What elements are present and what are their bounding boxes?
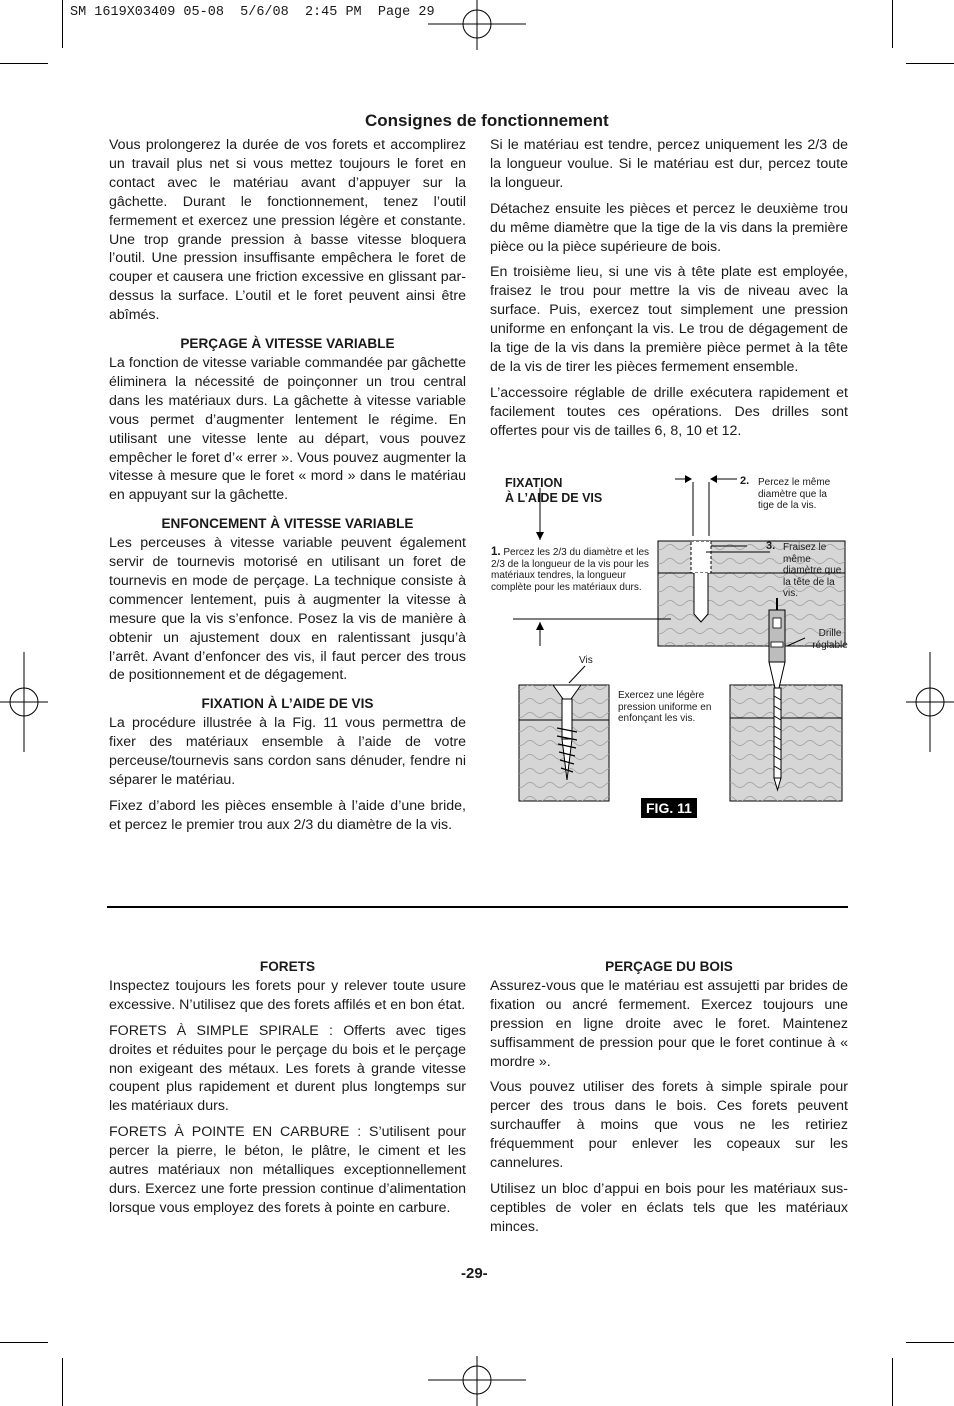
paragraph: L’accessoire réglable de drille exécutera rapidement et facilement toutes ces opérations. Des drilles sont offertes pour vis de tailles 6, 8, 10 et 12. — [490, 384, 848, 439]
paragraph: Les perceuses à vitesse variable peuvent également servir de tournevis motorisé en utilisant un foret de tournevis en mode de perçage. La technique consiste à commencer lentement, puis à augmenter la vitesse à mesure que la vis s’enfonce. Posez la vis de manière à obtenir un ajustement doux en ralentissant jusqu’à l’arrêt. Avant d’enfoncer des vis, il faut percer des trous de positionnement et de dégagement. — [109, 535, 466, 684]
registration-mark-bottom — [428, 1348, 528, 1406]
subheading-percage-vitesse: PERÇAGE À VITESSE VARIABLE — [180, 336, 395, 352]
subheading-forets: FORETS — [259, 959, 316, 974]
figure-step-2-text: Percez le même diamètre que la tige de la vis. — [758, 477, 831, 511]
print-slug: SM 1619X03409 05-08 5/6/08 2:45 PM Page 29 — [70, 5, 435, 20]
figure-step-3-text: Fraisez le même diamètre que la tête de la vis. — [783, 542, 842, 599]
step-number: 2. — [740, 475, 750, 487]
registration-mark-top — [428, 0, 528, 60]
crop-mark — [62, 1358, 63, 1406]
paragraph: FORETS À POINTE EN CARBURE : S’utilisent pour percer la pierre, le béton, le plâtre, le ciment et les autres matériaux non métalliques exceptionnellement durs. Exercez une forte pression continue d’alimentation lorsque vous employez des forets à pointe en carbure. — [109, 1124, 466, 1216]
vis-label: Vis — [579, 655, 593, 666]
crop-mark — [892, 0, 893, 48]
paragraph: La fonction de vitesse variable commandée par gâchette éliminera la nécessité de poinçonner un trou central dans les matériaux durs. La gâchette à vitesse variable vous permet d’augmenter lentement le régime. En utilisant une vitesse lente au départ, vous pouvez empêcher le foret d’« errer ». Vous pouvez augmenter la vitesse à mesure que le foret « mord » dans le matériau en appuyant sur la gâchette. — [109, 354, 466, 504]
subheading-fixation: FIXATION À L’AIDE DE VIS — [201, 696, 374, 712]
figure-step-1 — [491, 547, 651, 593]
paragraph: Vous pouvez utiliser des forets à simple spirale pour percer des trous dans le bois. Ces forets peuvent surchauffer à moins que vous ne les retiriez fréquemment pour enlever les copeaux sur les cannelures. — [490, 1079, 848, 1172]
subheading-enfoncement: ENFONCEMENT À VITESSE VARIABLE — [161, 516, 414, 532]
drille-label: Drille réglable — [812, 628, 848, 651]
figure-heading — [505, 476, 602, 506]
figure-heading-line1: FIXATION — [505, 476, 563, 490]
figure-tag: FIG. 11 — [641, 798, 697, 818]
pression-label: Exercez une légère pression uniforme en enfonçant les vis. — [618, 690, 712, 724]
bottom-left-column — [109, 948, 466, 1225]
figure-11 — [485, 470, 855, 830]
crop-mark — [906, 63, 954, 64]
paragraph: En troisième lieu, si une vis à tête plate est employée, fraisez le trou pour mettre la vis de niveau avec la surface. Puis, exercez tout simplement une pression uniforme en enfonçant la vis. Le trou de dégagement de la tige de la vis dans la première pièce permet à la tête de la vis de tirer les pièces fermement ensemble. — [490, 264, 848, 375]
figure-illustration — [485, 470, 855, 830]
paragraph: Fixez d’abord les pièces ensemble à l’aide d’une bride, et percez le premier trou aux 2/3 du diamètre de la vis. — [109, 797, 466, 833]
paragraph: FORETS À SIMPLE SPIRALE : Offerts avec tiges droites et réduites pour le perçage du bois et le perçage non exigeant des métaux. Les forets à grande vitesse coupent plus rapidement et durent plus longtemps sur les matériaux durs. — [109, 1022, 466, 1115]
subheading-percage-bois: PERÇAGE DU BOIS — [605, 959, 733, 974]
registration-mark-left — [0, 650, 48, 760]
crop-mark — [62, 0, 63, 48]
bottom-right-column — [490, 948, 848, 1244]
step-number: 1. — [491, 546, 501, 558]
registration-mark-right — [906, 650, 954, 760]
crop-mark — [0, 63, 48, 64]
paragraph: Détachez ensuite les pièces et percez le deuxième trou du même diamètre que la tige de la vis dans la première pièce ou la pièce supérieure de bois. — [490, 200, 848, 255]
section-divider — [107, 906, 848, 908]
paragraph: Vous prolongerez la durée de vos forets et accomplirez un travail plus net si vous mettez toujours le foret en contact avec le matériau avant d’appuyer sur la gâchette. Durant le fonctionnement, tenez l’outil fermement et exercez une pression légère et constante. Une trop grande pression à basse vitesse bloquera l’outil. Une pression insuffisante empêchera le foret de couper et causera une friction excessive en glissant par-dessus la surface. L’outil et le foret peuvent ainsi être abîmés. — [109, 137, 466, 324]
crop-mark — [0, 1342, 48, 1343]
step-number: 3. — [766, 540, 776, 552]
crop-mark — [892, 1358, 893, 1406]
left-column — [109, 136, 466, 842]
section-title: Consignes de fonctionnement — [365, 111, 609, 130]
paragraph: Inspectez toujours les forets pour y relever toute usure excessive. N’utilisez que des forets affilés et en bon état. — [109, 977, 466, 1013]
right-column — [490, 136, 848, 448]
paragraph: Si le matériau est tendre, percez uniquement les 2/3 de la longueur voulue. Si le matériau est dur, percez toute la longueur. — [490, 137, 848, 191]
page-number: -29- — [461, 1265, 488, 1282]
step-text: Percez les 2/3 du diamètre et les 2/3 de la longueur de la vis pour les matériaux tendres, la longueur complète pour les matériaux durs. — [491, 547, 650, 593]
paragraph: Assurez-vous que le matériau est assujetti par brides de fixation ou ancré fermement. Exercez toujours une pression en ligne droite avec le foret. Maintenez suffisamment de pression pour que le foret continue à « mordre ». — [490, 977, 848, 1070]
figure-heading-line2: À L’AIDE DE VIS — [505, 491, 603, 505]
paragraph: Utilisez un bloc d’appui en bois pour les matériaux sus-ceptibles de voler en éclats tels que les matériaux minces. — [490, 1180, 848, 1235]
crop-mark — [906, 1342, 954, 1343]
paragraph: La procédure illustrée à la Fig. 11 vous permettra de fixer des matériaux ensemble à l’aide de votre perceuse/tournevis sans cordon sans dénuder, fendre ni séparer le matériau. — [109, 715, 466, 788]
